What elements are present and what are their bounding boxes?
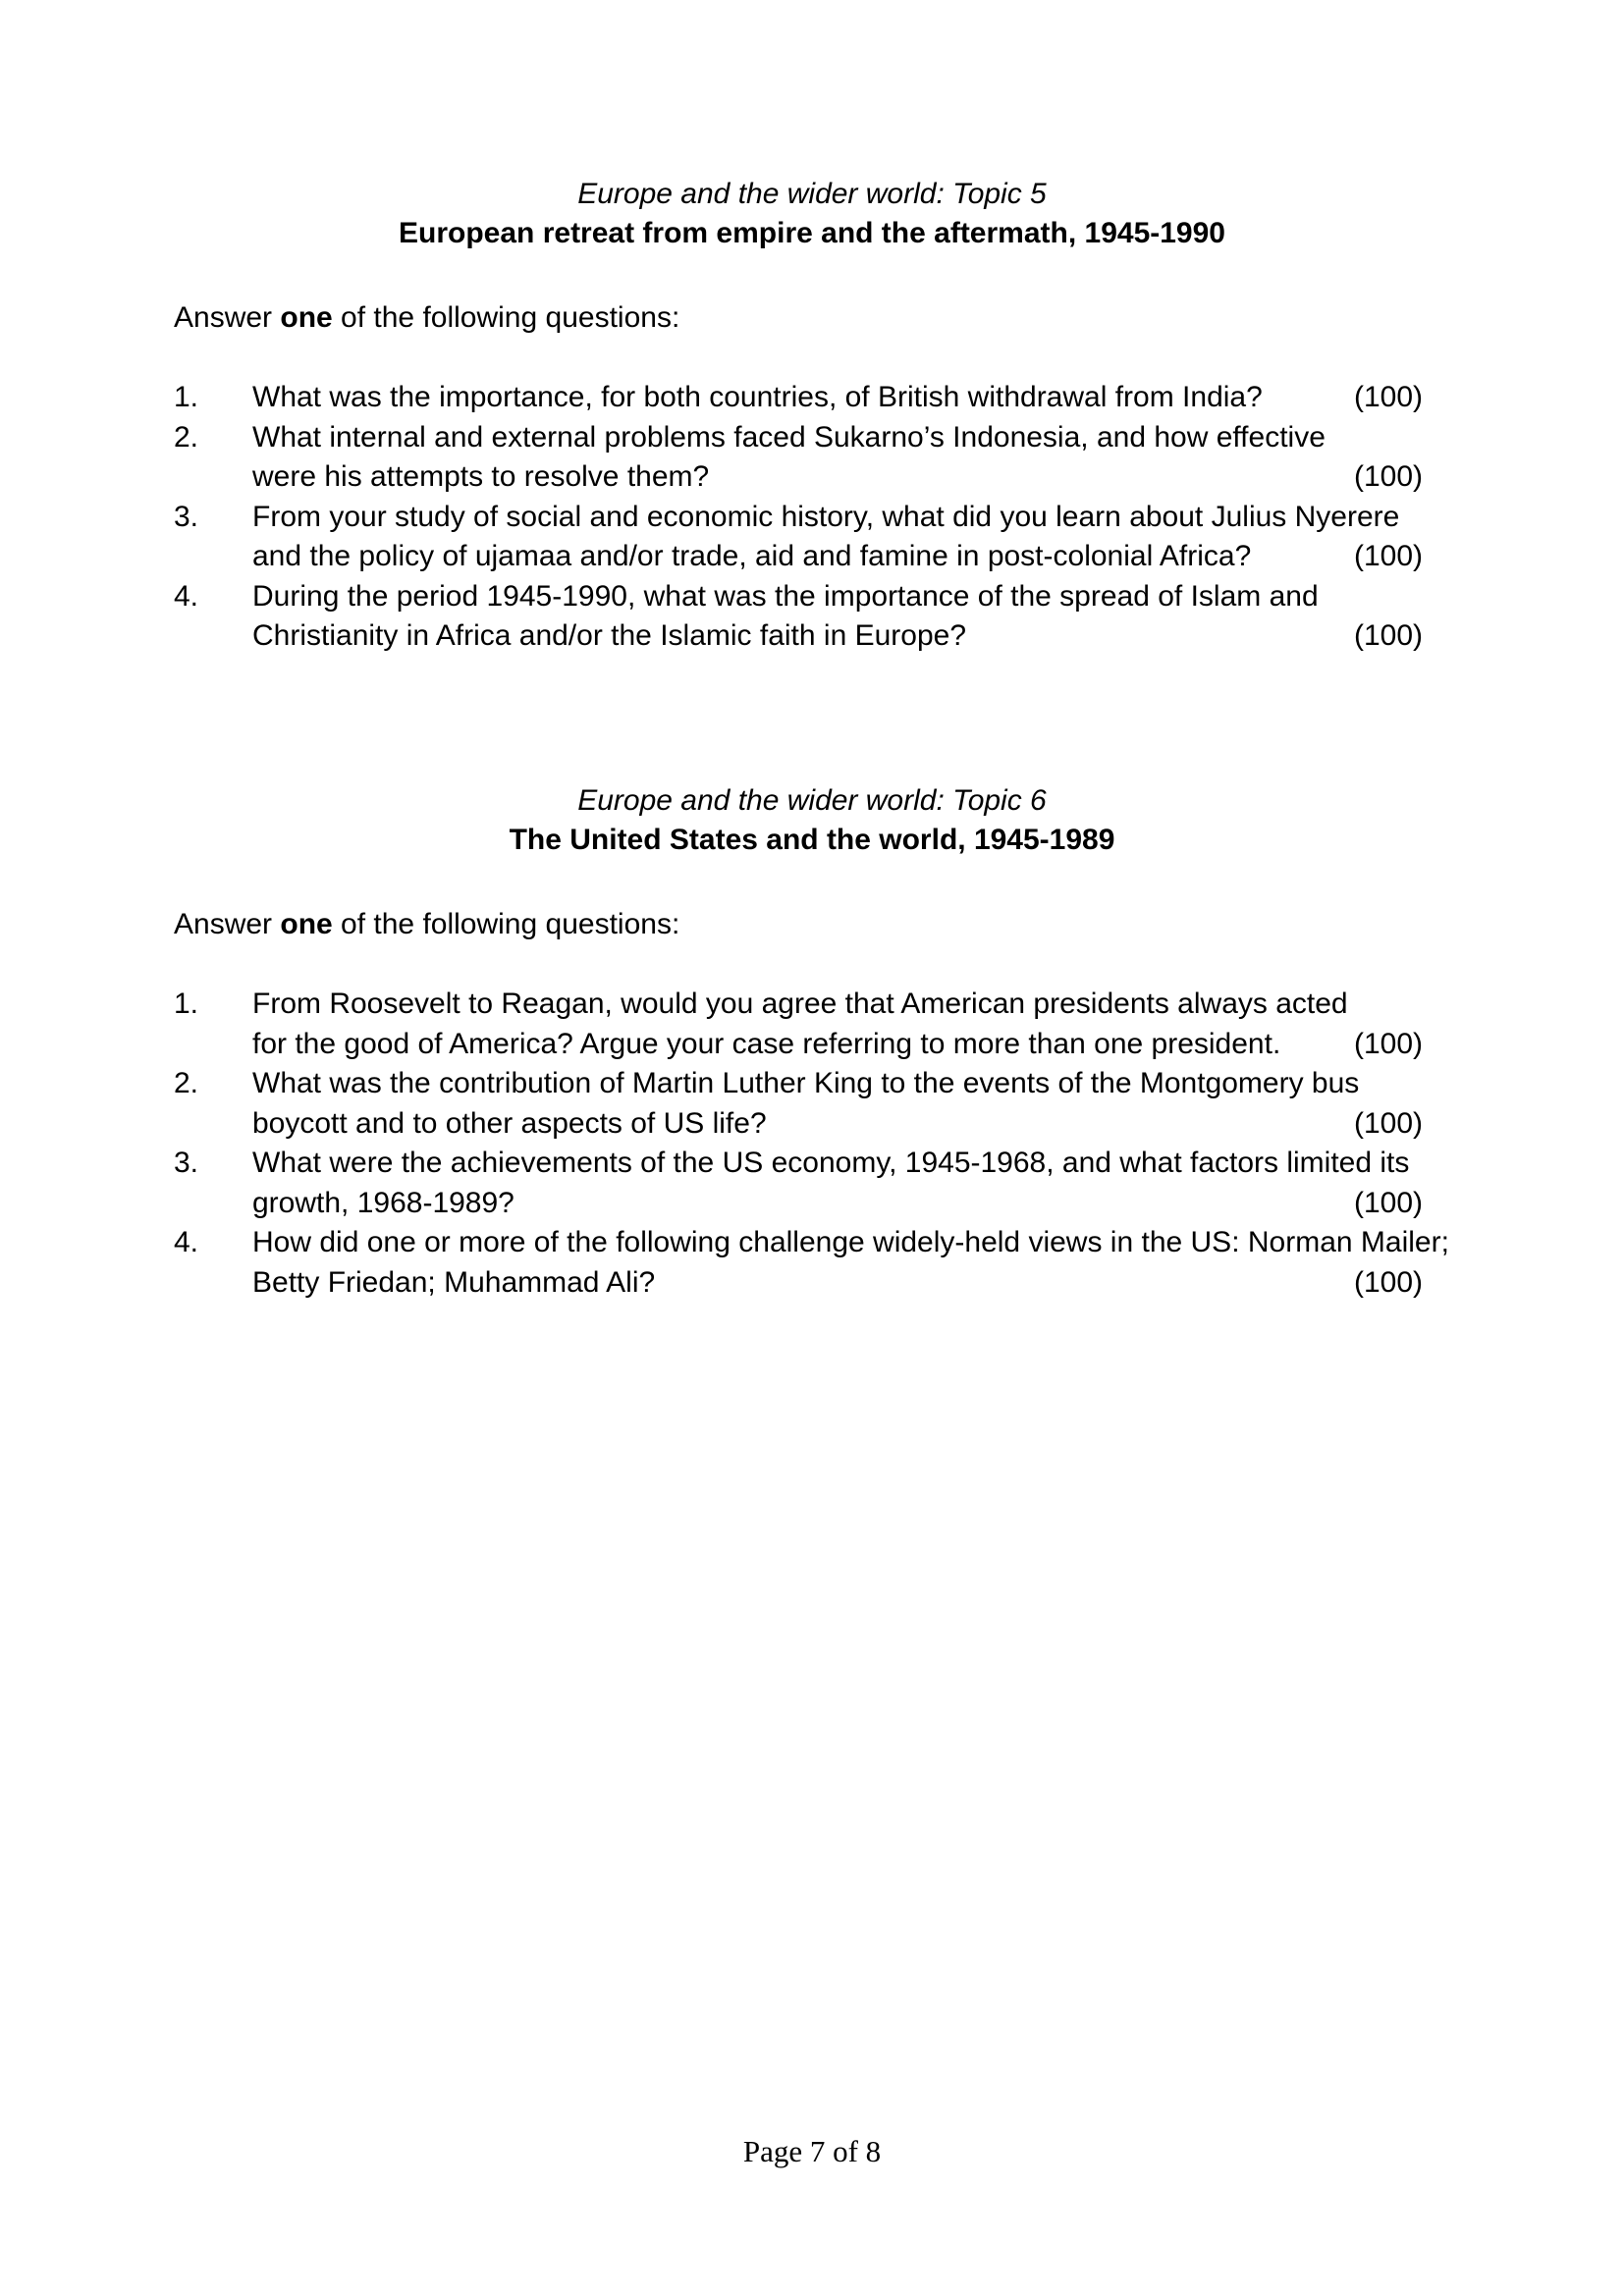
question-number: 3. <box>174 1147 199 1179</box>
question-line: Betty Friedan; Muhammad Ali? <box>252 1265 656 1299</box>
question-line: During the period 1945-1990, what was the importance of the spread of Islam and <box>252 579 1319 613</box>
instruction-prefix: Answer <box>174 908 281 940</box>
question-marks: (100) <box>1353 1027 1423 1060</box>
instruction-prefix: Answer <box>174 301 281 334</box>
question-text <box>252 418 1362 498</box>
question-marks: (100) <box>1353 1186 1423 1219</box>
question-item <box>174 378 1450 418</box>
question-item <box>174 577 1450 657</box>
question-item <box>174 498 1450 577</box>
question-number: 4. <box>174 579 199 613</box>
instruction-emphasis: one <box>280 908 333 940</box>
question-marks: (100) <box>1353 540 1423 572</box>
question-line: From Roosevelt to Reagan, would you agree that American presidents always acted <box>252 988 1348 1020</box>
topic-heading: Europe and the wider world: Topic 5 <box>577 178 1047 210</box>
question-text <box>252 577 1362 657</box>
question-marks: (100) <box>1353 460 1423 493</box>
section-topic-5 <box>0 175 1624 253</box>
question-line: From your study of social and economic history, what did you learn about Julius Nyerere <box>252 500 1400 533</box>
question-text <box>252 1064 1362 1144</box>
instruction-suffix: of the following questions: <box>332 908 680 940</box>
instruction-suffix: of the following questions: <box>332 301 680 334</box>
question-text <box>252 378 1362 418</box>
question-list <box>174 378 1450 657</box>
question-number: 3. <box>174 500 199 533</box>
question-line: Christianity in Africa and/or the Islamic faith in Europe? <box>252 619 967 652</box>
question-item <box>174 1144 1450 1223</box>
question-item <box>174 418 1450 498</box>
question-number: 1. <box>174 988 199 1020</box>
question-marks: (100) <box>1353 381 1423 413</box>
question-line: How did one or more of the following challenge widely-held views in the US: Norman Mailer; <box>252 1226 1449 1258</box>
question-line: for the good of America? Argue your case referring to more than one president. <box>252 1027 1281 1060</box>
question-line: and the policy of ujamaa and/or trade, aid and famine in post-colonial Africa? <box>252 540 1252 572</box>
question-number: 4. <box>174 1226 199 1258</box>
question-line: What was the contribution of Martin Luther King to the events of the Montgomery bus <box>252 1067 1360 1099</box>
topic-heading: Europe and the wider world: Topic 6 <box>577 784 1047 817</box>
question-number: 2. <box>174 1067 199 1099</box>
question-line: What internal and external problems faced Sukarno’s Indonesia, and how effective <box>252 420 1326 454</box>
question-item <box>174 1223 1450 1303</box>
question-line: were his attempts to resolve them? <box>252 460 710 493</box>
page-number: Page 7 of 8 <box>742 2134 882 2168</box>
question-line: boycott and to other aspects of US life? <box>252 1106 767 1140</box>
question-marks: (100) <box>1353 1106 1423 1140</box>
question-line: What were the achievements of the US economy, 1945-1968, and what factors limited its <box>252 1147 1410 1179</box>
section-title: European retreat from empire and the aftermath, 1945-1990 <box>399 217 1225 249</box>
instruction-emphasis: one <box>280 301 333 334</box>
section-title: The United States and the world, 1945-1989 <box>509 824 1115 856</box>
answer-instruction <box>174 905 679 944</box>
question-text <box>252 985 1362 1064</box>
question-marks: (100) <box>1353 1265 1423 1299</box>
question-line: What was the importance, for both countries, of British withdrawal from India? <box>252 381 1263 413</box>
question-number: 2. <box>174 420 199 454</box>
question-item <box>174 985 1450 1064</box>
question-number: 1. <box>174 381 199 413</box>
section-topic-6 <box>0 781 1624 860</box>
question-line: growth, 1968-1989? <box>252 1186 514 1219</box>
question-list <box>174 985 1450 1303</box>
question-item <box>174 1064 1450 1144</box>
question-marks: (100) <box>1353 619 1423 652</box>
answer-instruction <box>174 298 679 338</box>
